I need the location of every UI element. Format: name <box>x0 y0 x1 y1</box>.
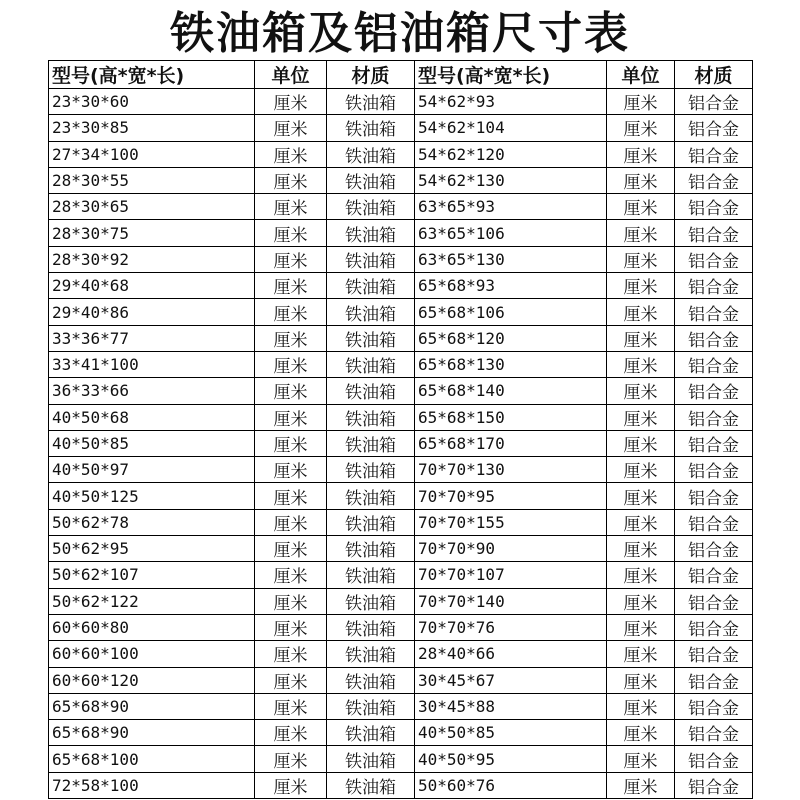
cell-model-aluminum: 40*50*85 <box>415 720 607 746</box>
cell-model-iron: 65*68*100 <box>49 746 255 772</box>
cell-model-aluminum: 70*70*130 <box>415 457 607 483</box>
table-row <box>49 667 753 693</box>
cell-model-iron: 28*30*65 <box>49 194 255 220</box>
cell-model-aluminum: 28*40*66 <box>415 641 607 667</box>
cell-material-iron: 铁油箱 <box>327 273 415 299</box>
cell-unit-aluminum: 厘米 <box>607 194 675 220</box>
cell-unit-iron: 厘米 <box>255 614 327 640</box>
size-table <box>48 60 753 799</box>
cell-material-iron: 铁油箱 <box>327 483 415 509</box>
cell-material-aluminum: 铝合金 <box>675 536 753 562</box>
cell-model-aluminum: 70*70*95 <box>415 483 607 509</box>
cell-unit-iron: 厘米 <box>255 246 327 272</box>
table-row <box>49 351 753 377</box>
cell-model-aluminum: 40*50*95 <box>415 746 607 772</box>
cell-material-aluminum: 铝合金 <box>675 220 753 246</box>
cell-model-aluminum: 54*62*130 <box>415 167 607 193</box>
cell-unit-iron: 厘米 <box>255 746 327 772</box>
table-row <box>49 115 753 141</box>
cell-model-aluminum: 63*65*93 <box>415 194 607 220</box>
cell-model-aluminum: 50*60*76 <box>415 772 607 798</box>
cell-unit-iron: 厘米 <box>255 141 327 167</box>
cell-model-aluminum: 65*68*106 <box>415 299 607 325</box>
cell-unit-iron: 厘米 <box>255 167 327 193</box>
table-row <box>49 641 753 667</box>
cell-unit-aluminum: 厘米 <box>607 588 675 614</box>
cell-model-iron: 28*30*55 <box>49 167 255 193</box>
cell-unit-aluminum: 厘米 <box>607 667 675 693</box>
cell-model-iron: 29*40*86 <box>49 299 255 325</box>
cell-unit-aluminum: 厘米 <box>607 220 675 246</box>
cell-model-iron: 50*62*95 <box>49 536 255 562</box>
table-row <box>49 483 753 509</box>
cell-model-iron: 50*62*107 <box>49 562 255 588</box>
cell-unit-iron: 厘米 <box>255 351 327 377</box>
cell-model-iron: 29*40*68 <box>49 273 255 299</box>
cell-unit-iron: 厘米 <box>255 273 327 299</box>
cell-model-iron: 23*30*60 <box>49 89 255 115</box>
cell-model-iron: 60*60*100 <box>49 641 255 667</box>
header-material-iron: 材质 <box>327 61 415 89</box>
cell-unit-iron: 厘米 <box>255 693 327 719</box>
table-row <box>49 220 753 246</box>
cell-unit-aluminum: 厘米 <box>607 430 675 456</box>
cell-model-aluminum: 30*45*88 <box>415 693 607 719</box>
header-unit-iron: 单位 <box>255 61 327 89</box>
cell-unit-iron: 厘米 <box>255 509 327 535</box>
table-row <box>49 536 753 562</box>
cell-unit-aluminum: 厘米 <box>607 536 675 562</box>
cell-material-iron: 铁油箱 <box>327 89 415 115</box>
cell-model-iron: 65*68*90 <box>49 693 255 719</box>
cell-unit-aluminum: 厘米 <box>607 693 675 719</box>
cell-material-aluminum: 铝合金 <box>675 404 753 430</box>
cell-unit-aluminum: 厘米 <box>607 614 675 640</box>
cell-model-iron: 40*50*97 <box>49 457 255 483</box>
table-row <box>49 746 753 772</box>
cell-unit-aluminum: 厘米 <box>607 457 675 483</box>
cell-material-iron: 铁油箱 <box>327 378 415 404</box>
cell-material-aluminum: 铝合金 <box>675 746 753 772</box>
cell-model-aluminum: 65*68*140 <box>415 378 607 404</box>
cell-model-iron: 60*60*120 <box>49 667 255 693</box>
cell-model-aluminum: 70*70*90 <box>415 536 607 562</box>
header-model-aluminum: 型号(高*宽*长) <box>415 61 607 89</box>
cell-model-aluminum: 30*45*67 <box>415 667 607 693</box>
cell-material-aluminum: 铝合金 <box>675 562 753 588</box>
cell-model-iron: 65*68*90 <box>49 720 255 746</box>
table-row <box>49 430 753 456</box>
cell-unit-aluminum: 厘米 <box>607 562 675 588</box>
cell-model-iron: 40*50*68 <box>49 404 255 430</box>
cell-model-iron: 33*41*100 <box>49 351 255 377</box>
cell-material-aluminum: 铝合金 <box>675 351 753 377</box>
table-row <box>49 141 753 167</box>
cell-model-aluminum: 54*62*104 <box>415 115 607 141</box>
cell-material-aluminum: 铝合金 <box>675 667 753 693</box>
cell-unit-aluminum: 厘米 <box>607 167 675 193</box>
cell-material-iron: 铁油箱 <box>327 194 415 220</box>
cell-material-iron: 铁油箱 <box>327 167 415 193</box>
cell-unit-iron: 厘米 <box>255 404 327 430</box>
cell-material-aluminum: 铝合金 <box>675 141 753 167</box>
cell-material-iron: 铁油箱 <box>327 536 415 562</box>
cell-unit-iron: 厘米 <box>255 772 327 798</box>
cell-model-aluminum: 70*70*155 <box>415 509 607 535</box>
cell-unit-aluminum: 厘米 <box>607 720 675 746</box>
cell-material-iron: 铁油箱 <box>327 325 415 351</box>
cell-material-iron: 铁油箱 <box>327 404 415 430</box>
cell-model-iron: 36*33*66 <box>49 378 255 404</box>
cell-material-iron: 铁油箱 <box>327 746 415 772</box>
cell-unit-aluminum: 厘米 <box>607 351 675 377</box>
cell-model-aluminum: 65*68*120 <box>415 325 607 351</box>
table-row <box>49 772 753 798</box>
cell-unit-aluminum: 厘米 <box>607 273 675 299</box>
table-row <box>49 457 753 483</box>
cell-model-aluminum: 54*62*93 <box>415 89 607 115</box>
cell-model-iron: 40*50*85 <box>49 430 255 456</box>
cell-unit-aluminum: 厘米 <box>607 641 675 667</box>
cell-material-iron: 铁油箱 <box>327 772 415 798</box>
cell-material-iron: 铁油箱 <box>327 562 415 588</box>
cell-unit-aluminum: 厘米 <box>607 509 675 535</box>
cell-unit-aluminum: 厘米 <box>607 115 675 141</box>
cell-material-iron: 铁油箱 <box>327 430 415 456</box>
cell-model-aluminum: 54*62*120 <box>415 141 607 167</box>
cell-material-aluminum: 铝合金 <box>675 772 753 798</box>
cell-model-iron: 50*62*78 <box>49 509 255 535</box>
cell-model-iron: 50*62*122 <box>49 588 255 614</box>
table-row <box>49 273 753 299</box>
cell-model-iron: 60*60*80 <box>49 614 255 640</box>
cell-material-iron: 铁油箱 <box>327 641 415 667</box>
cell-unit-iron: 厘米 <box>255 325 327 351</box>
cell-material-aluminum: 铝合金 <box>675 693 753 719</box>
table-row <box>49 378 753 404</box>
cell-model-iron: 23*30*85 <box>49 115 255 141</box>
cell-unit-aluminum: 厘米 <box>607 89 675 115</box>
cell-unit-iron: 厘米 <box>255 430 327 456</box>
cell-unit-iron: 厘米 <box>255 89 327 115</box>
cell-material-aluminum: 铝合金 <box>675 115 753 141</box>
cell-material-aluminum: 铝合金 <box>675 588 753 614</box>
cell-model-iron: 28*30*75 <box>49 220 255 246</box>
cell-model-iron: 33*36*77 <box>49 325 255 351</box>
cell-material-iron: 铁油箱 <box>327 588 415 614</box>
cell-unit-iron: 厘米 <box>255 378 327 404</box>
cell-model-aluminum: 65*68*93 <box>415 273 607 299</box>
cell-material-aluminum: 铝合金 <box>675 194 753 220</box>
cell-material-aluminum: 铝合金 <box>675 299 753 325</box>
cell-material-iron: 铁油箱 <box>327 667 415 693</box>
cell-model-aluminum: 63*65*130 <box>415 246 607 272</box>
cell-unit-aluminum: 厘米 <box>607 246 675 272</box>
cell-material-iron: 铁油箱 <box>327 351 415 377</box>
cell-material-aluminum: 铝合金 <box>675 167 753 193</box>
table-row <box>49 509 753 535</box>
cell-material-iron: 铁油箱 <box>327 720 415 746</box>
cell-material-iron: 铁油箱 <box>327 614 415 640</box>
cell-unit-iron: 厘米 <box>255 299 327 325</box>
cell-material-iron: 铁油箱 <box>327 141 415 167</box>
cell-material-aluminum: 铝合金 <box>675 378 753 404</box>
table-row <box>49 246 753 272</box>
cell-unit-iron: 厘米 <box>255 115 327 141</box>
cell-material-iron: 铁油箱 <box>327 246 415 272</box>
cell-material-iron: 铁油箱 <box>327 299 415 325</box>
cell-model-iron: 40*50*125 <box>49 483 255 509</box>
cell-material-aluminum: 铝合金 <box>675 246 753 272</box>
cell-unit-aluminum: 厘米 <box>607 378 675 404</box>
cell-material-aluminum: 铝合金 <box>675 483 753 509</box>
cell-unit-aluminum: 厘米 <box>607 299 675 325</box>
cell-material-aluminum: 铝合金 <box>675 430 753 456</box>
table-row <box>49 299 753 325</box>
table-row <box>49 89 753 115</box>
cell-model-aluminum: 70*70*140 <box>415 588 607 614</box>
cell-unit-aluminum: 厘米 <box>607 325 675 351</box>
cell-material-iron: 铁油箱 <box>327 115 415 141</box>
cell-model-aluminum: 70*70*107 <box>415 562 607 588</box>
cell-unit-iron: 厘米 <box>255 562 327 588</box>
cell-material-aluminum: 铝合金 <box>675 273 753 299</box>
cell-material-aluminum: 铝合金 <box>675 641 753 667</box>
cell-unit-iron: 厘米 <box>255 220 327 246</box>
table-row <box>49 325 753 351</box>
cell-model-iron: 28*30*92 <box>49 246 255 272</box>
cell-material-aluminum: 铝合金 <box>675 614 753 640</box>
header-model-iron: 型号(高*宽*长) <box>49 61 255 89</box>
cell-unit-aluminum: 厘米 <box>607 483 675 509</box>
cell-model-aluminum: 70*70*76 <box>415 614 607 640</box>
table-row <box>49 167 753 193</box>
cell-material-iron: 铁油箱 <box>327 693 415 719</box>
table-body <box>49 89 753 799</box>
cell-unit-aluminum: 厘米 <box>607 772 675 798</box>
table-row <box>49 720 753 746</box>
cell-unit-iron: 厘米 <box>255 194 327 220</box>
table-row <box>49 588 753 614</box>
cell-unit-iron: 厘米 <box>255 588 327 614</box>
cell-material-iron: 铁油箱 <box>327 509 415 535</box>
table-row <box>49 614 753 640</box>
table-row <box>49 562 753 588</box>
cell-material-iron: 铁油箱 <box>327 457 415 483</box>
cell-unit-iron: 厘米 <box>255 483 327 509</box>
table-row <box>49 194 753 220</box>
table-row <box>49 693 753 719</box>
cell-model-aluminum: 65*68*170 <box>415 430 607 456</box>
size-chart-sheet <box>48 8 752 799</box>
cell-unit-iron: 厘米 <box>255 641 327 667</box>
cell-material-aluminum: 铝合金 <box>675 509 753 535</box>
header-row <box>49 61 753 89</box>
cell-unit-iron: 厘米 <box>255 667 327 693</box>
cell-unit-iron: 厘米 <box>255 720 327 746</box>
cell-material-iron: 铁油箱 <box>327 220 415 246</box>
cell-unit-iron: 厘米 <box>255 457 327 483</box>
header-material-aluminum: 材质 <box>675 61 753 89</box>
cell-material-aluminum: 铝合金 <box>675 89 753 115</box>
page-title: 铁油箱及铝油箱尺寸表 <box>170 8 630 59</box>
cell-material-aluminum: 铝合金 <box>675 325 753 351</box>
cell-model-aluminum: 65*68*130 <box>415 351 607 377</box>
table-row <box>49 404 753 430</box>
cell-unit-iron: 厘米 <box>255 536 327 562</box>
cell-unit-aluminum: 厘米 <box>607 404 675 430</box>
cell-unit-aluminum: 厘米 <box>607 746 675 772</box>
cell-model-iron: 72*58*100 <box>49 772 255 798</box>
cell-material-aluminum: 铝合金 <box>675 720 753 746</box>
cell-unit-aluminum: 厘米 <box>607 141 675 167</box>
cell-model-aluminum: 63*65*106 <box>415 220 607 246</box>
cell-model-iron: 27*34*100 <box>49 141 255 167</box>
cell-model-aluminum: 65*68*150 <box>415 404 607 430</box>
cell-material-aluminum: 铝合金 <box>675 457 753 483</box>
header-unit-aluminum: 单位 <box>607 61 675 89</box>
